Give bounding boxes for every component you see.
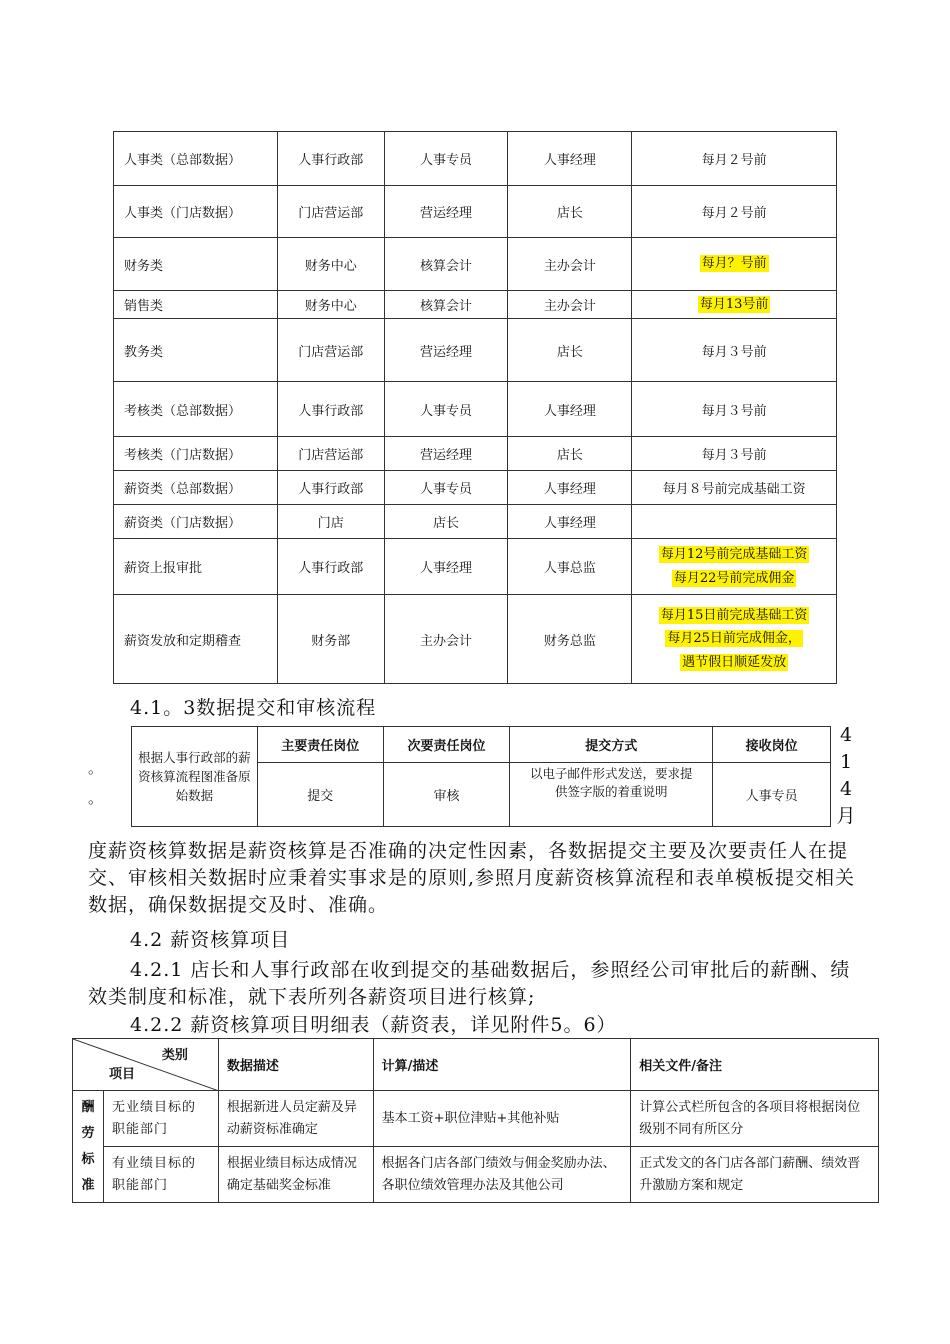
table-cell [632, 291, 837, 319]
table-cell: 人事经理 [508, 471, 632, 505]
table3-cell: 基本工资+职位津贴+其他补贴 [373, 1091, 631, 1147]
table-cell [632, 595, 837, 684]
table-cell: 人事经理 [508, 505, 632, 539]
table2-cell: 以电子邮件形式发送，要求提供签字版的着重说明 [510, 763, 713, 827]
margin-mark: 。 [88, 759, 104, 777]
table-cell: 门店营运部 [277, 437, 384, 471]
section-heading-4-2: 4.2 薪资核算项目 [130, 929, 291, 951]
table2-header: 提交方式 [510, 727, 713, 763]
highlighted-deadline: 每月13号前 [699, 296, 769, 312]
table-cell: 薪资类（总部数据） [114, 471, 278, 505]
table-cell: 考核类（门店数据） [114, 437, 278, 471]
table-cell: 薪资上报审批 [114, 539, 278, 595]
section-heading-4-2-2: 4.2.2 薪资核算项目明细表（薪资表，详见附件5。6） [130, 1014, 617, 1036]
paragraph-body: 度薪资核算数据是薪资核算是否准确的决定性因素，各数据提交主要及次要责任人在提交、审核相关数据时应秉着实事求是的原则,参照月度薪资核算流程和表单模板提交相关数据，确保数据提交及时、准确。 [88, 840, 856, 916]
table-row [114, 505, 837, 539]
table-row [114, 132, 837, 186]
table-cell: 教务类 [114, 319, 278, 382]
table-cell: 人事行政部 [277, 382, 384, 437]
table2-row-label: 根据人事行政部的薪资核算流程图准备原始数据 [132, 727, 258, 827]
table-cell: 人事行政部 [277, 539, 384, 595]
table-cell: 门店营运部 [277, 319, 384, 382]
highlighted-deadline: 每月？号前 [701, 256, 767, 272]
table-cell: 人事行政部 [277, 471, 384, 505]
table-cell: 营运经理 [384, 437, 508, 471]
table-cell: 人事类（总部数据） [114, 132, 278, 186]
table-cell: 主办会计 [508, 291, 632, 319]
table-cell: 人事专员 [384, 382, 508, 437]
table-cell: 薪资类（门店数据） [114, 505, 278, 539]
diagonal-line [73, 1039, 219, 1091]
table-cell: 人事专员 [384, 471, 508, 505]
highlighted-deadline: 每月15日前完成基础工资 [660, 607, 808, 623]
table3-cell: 计算公式栏所包含的各项目将根据岗位级别不同有所区分 [631, 1091, 879, 1147]
group-label: 酬劳标准 [73, 1091, 104, 1203]
table-cell: 每月３号前 [632, 437, 837, 471]
table3-cell: 根据新进人员定薪及异动薪资标准确定 [218, 1091, 373, 1147]
table3-cell: 根据各门店各部门绩效与佣金奖励办法、各职位绩效管理办法及其他公司 [373, 1147, 631, 1203]
table-cell: 人事经理 [508, 132, 632, 186]
side-vertical-text: 4 1 4 月 [836, 724, 856, 827]
table-cell [632, 539, 837, 595]
table-cell: 店长 [384, 505, 508, 539]
margin-mark: 。 [88, 789, 104, 807]
table2-header: 次要责任岗位 [383, 727, 510, 763]
table-cell: 主办会计 [384, 595, 508, 684]
table2-header: 接收岗位 [713, 727, 831, 763]
data-submission-schedule-table [113, 131, 837, 684]
table-row [114, 319, 837, 382]
table-cell: 人事专员 [384, 132, 508, 186]
table-cell: 每月３号前 [632, 382, 837, 437]
table-cell: 营运经理 [384, 186, 508, 238]
table2-cell: 审核 [383, 763, 510, 827]
paragraph-4-2-1: 4.2.1 店长和人事行政部在收到提交的基础数据后，参照经公司审批后的薪酬、绩效类制度和标准，就下表所列各薪资项目进行核算; [88, 959, 851, 1008]
highlighted-deadline: 每月22号前完成佣金 [673, 570, 795, 586]
table-cell: 主办会计 [508, 238, 632, 291]
highlighted-deadline: 每月25日前完成佣金， [667, 631, 801, 647]
table-cell: 财务总监 [508, 595, 632, 684]
table3-header: 数据描述 [218, 1039, 373, 1091]
table3-header: 相关文件/备注 [631, 1039, 879, 1091]
table-cell: 人事类（门店数据） [114, 186, 278, 238]
table-cell: 财务中心 [277, 291, 384, 319]
table-cell: 每月８号前完成基础工资 [632, 471, 837, 505]
table-cell [632, 505, 837, 539]
table-row [114, 595, 837, 684]
table-cell: 人事总监 [508, 539, 632, 595]
table-cell: 薪资发放和定期稽查 [114, 595, 278, 684]
table-cell: 考核类（总部数据） [114, 382, 278, 437]
table-cell: 每月２号前 [632, 132, 837, 186]
salary-items-table [72, 1038, 879, 1203]
table-cell: 财务类 [114, 238, 278, 291]
table-cell: 人事经理 [508, 382, 632, 437]
highlighted-deadline: 每月12号前完成基础工资 [660, 547, 808, 563]
diag-bottom-label: 项目 [109, 1067, 136, 1082]
table2-header: 主要责任岗位 [257, 727, 383, 763]
diagonal-header-cell [73, 1039, 219, 1091]
table-cell: 销售类 [114, 291, 278, 319]
table-cell: 门店营运部 [277, 186, 384, 238]
table3-header: 计算/描述 [373, 1039, 631, 1091]
table-cell: 财务部 [277, 595, 384, 684]
table-cell: 财务中心 [277, 238, 384, 291]
table-row [114, 186, 837, 238]
table-cell: 店长 [508, 319, 632, 382]
table3-cell: 根据业绩目标达成情况确定基础奖金标准 [218, 1147, 373, 1203]
table3-cell: 正式发文的各门店各部门薪酬、绩效晋升激励方案和规定 [631, 1147, 879, 1203]
table2-cell: 人事专员 [713, 763, 831, 827]
table-cell: 每月２号前 [632, 186, 837, 238]
table-row [114, 291, 837, 319]
table-row [114, 539, 837, 595]
highlighted-deadline: 遇节假日顺延发放 [682, 654, 787, 670]
table-cell: 每月３号前 [632, 319, 837, 382]
table-cell: 核算会计 [384, 238, 508, 291]
table-cell [632, 238, 837, 291]
table-cell: 核算会计 [384, 291, 508, 319]
table-cell: 营运经理 [384, 319, 508, 382]
table-row [114, 437, 837, 471]
table-cell: 人事行政部 [277, 132, 384, 186]
table-row [114, 471, 837, 505]
diag-top-label: 类别 [161, 1048, 188, 1063]
submission-process-table [131, 726, 831, 827]
section-heading-4-1-3: 4.1。3数据提交和审核流程 [130, 697, 377, 719]
table-cell: 店长 [508, 437, 632, 471]
table-row [114, 238, 837, 291]
table2-cell: 提交 [257, 763, 383, 827]
table-cell: 人事经理 [384, 539, 508, 595]
table-cell: 店长 [508, 186, 632, 238]
table3-cell: 有业绩目标的职能部门 [103, 1147, 218, 1203]
table3-cell: 无业绩目标的职能部门 [103, 1091, 218, 1147]
table-row [114, 382, 837, 437]
table-cell: 门店 [277, 505, 384, 539]
